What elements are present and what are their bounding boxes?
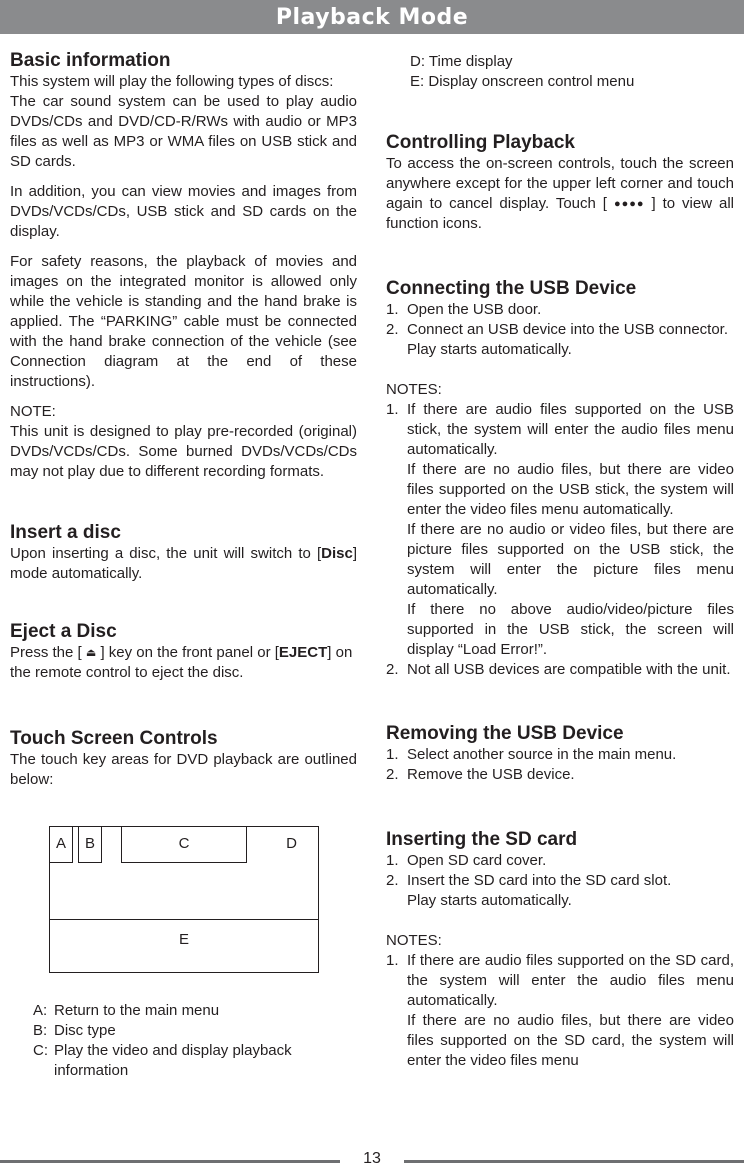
list-item bbox=[386, 871, 734, 911]
sd-notes-list bbox=[386, 951, 734, 1071]
legend-item-e bbox=[410, 72, 734, 92]
step-text: Remove the USB device. bbox=[407, 766, 575, 783]
legend-text: Return to the main menu bbox=[54, 1002, 220, 1019]
insert-text-after: ] mode automatically. bbox=[10, 545, 357, 582]
eject-key-label: EJECT bbox=[278, 644, 328, 661]
note-para: Not all USB devices are compatible with the unit. bbox=[407, 661, 731, 678]
legend-key: A: bbox=[33, 1002, 48, 1019]
zone-b-label: B bbox=[84, 835, 95, 852]
step-number: 2. bbox=[386, 766, 399, 783]
basic-note-label: NOTE: bbox=[10, 403, 56, 420]
step-number: 1. bbox=[386, 852, 399, 869]
legend-key: D: bbox=[410, 53, 425, 70]
zone-d-label: D bbox=[286, 835, 297, 852]
eject-icon: ⏏ bbox=[85, 647, 97, 659]
note-para: If there no above audio/video/picture files supported in the USB stick, the screen will display “Load Error!”. bbox=[407, 601, 734, 658]
footer-rule-left bbox=[0, 1160, 340, 1163]
eject-disc-text bbox=[10, 643, 357, 683]
note-para: If there are no audio or video files, but there are picture files supported on the USB stick, the system will enter the picture files menu automatically. bbox=[407, 521, 734, 598]
list-item bbox=[386, 765, 734, 785]
insert-text-before: Upon inserting a disc, the unit will switch to [ bbox=[10, 545, 322, 562]
legend-text: Display onscreen control menu bbox=[428, 73, 635, 90]
eject-disc-section bbox=[10, 621, 357, 683]
note-para: If there are audio files supported on the USB stick, the system will enter the audio files menu automatically. bbox=[407, 401, 734, 458]
touch-screen-controls-text: The touch key areas for DVD playback are outlined below: bbox=[10, 751, 357, 788]
step-subtext: Play starts automatically. bbox=[407, 341, 572, 358]
legend-key: E: bbox=[410, 73, 425, 90]
basic-p3: In addition, you can view movies and images from DVDs/VCDs/CDs, USB stick and SD cards on the display. bbox=[10, 183, 357, 240]
inserting-sd-heading: Inserting the SD card bbox=[386, 829, 578, 850]
list-item bbox=[386, 320, 734, 360]
basic-p1: This system will play the following types of discs: bbox=[10, 73, 334, 90]
touch-legend bbox=[33, 1001, 357, 1081]
legend-text: Disc type bbox=[54, 1022, 116, 1039]
step-number: 2. bbox=[386, 321, 399, 338]
list-item bbox=[386, 851, 734, 871]
left-column bbox=[10, 50, 357, 1081]
step-subtext: Play starts automatically. bbox=[407, 892, 572, 909]
step-text: Insert the SD card into the SD card slot. bbox=[407, 872, 672, 889]
page-title: Playback Mode bbox=[275, 4, 469, 30]
connecting-usb-section bbox=[386, 278, 734, 680]
zone-a bbox=[50, 827, 73, 863]
controlling-text-before: To access the on-screen controls, touch the screen anywhere except for the upper left corner and touch again to cancel display. Touch [ bbox=[386, 155, 734, 212]
basic-p4: For safety reasons, the playback of movies and images on the integrated monitor is allowed only while the vehicle is standing and the hand brake is applied. The “PARKING” cable must be connected with the hand brake connection of the vehicle (see Connection diagram at the end of these instructions). bbox=[10, 253, 357, 390]
inserting-sd-section bbox=[386, 829, 734, 1071]
insert-disc-heading: Insert a disc bbox=[10, 522, 121, 543]
note-number: 1. bbox=[386, 401, 399, 418]
list-item bbox=[386, 400, 734, 660]
removing-usb-section bbox=[386, 723, 734, 785]
step-number: 2. bbox=[386, 872, 399, 889]
zone-c-label: C bbox=[178, 835, 190, 852]
step-number: 1. bbox=[386, 301, 399, 318]
insert-disc-text bbox=[10, 544, 357, 584]
removing-usb-heading: Removing the USB Device bbox=[386, 723, 624, 744]
controlling-playback-section bbox=[386, 132, 734, 234]
basic-information-heading: Basic information bbox=[10, 50, 171, 71]
zone-e-divider bbox=[50, 919, 318, 920]
controlling-playback-heading: Controlling Playback bbox=[386, 132, 575, 153]
step-text: Connect an USB device into the USB connector. bbox=[407, 321, 729, 338]
connecting-usb-steps bbox=[386, 300, 734, 360]
legend-item-b bbox=[33, 1021, 357, 1041]
legend-item-a bbox=[33, 1001, 357, 1021]
footer-rule-right bbox=[404, 1160, 744, 1163]
list-item bbox=[386, 745, 734, 765]
note-number: 2. bbox=[386, 661, 399, 678]
list-item bbox=[386, 300, 734, 320]
step-text: Select another source in the main menu. bbox=[407, 746, 677, 763]
eject-text-before: Press the [ bbox=[10, 644, 82, 661]
legend-text: Play the video and display playback information bbox=[54, 1042, 292, 1079]
legend-item-d bbox=[410, 52, 734, 72]
controlling-playback-text bbox=[386, 154, 734, 234]
basic-note-text: This unit is designed to play pre-recorded (original) DVDs/VCDs/CDs. Some burned DVDs/VCDs/CDs may not play due to different recording formats. bbox=[10, 423, 357, 480]
more-dots-icon: ●●●● bbox=[613, 198, 645, 210]
eject-disc-heading: Eject a Disc bbox=[10, 621, 117, 642]
legend-text: Time display bbox=[428, 53, 513, 70]
insert-disc-section bbox=[10, 522, 357, 584]
page-number: 13 bbox=[363, 1150, 381, 1167]
zone-e-label: E bbox=[178, 931, 189, 948]
basic-p2: The car sound system can be used to play audio DVDs/CDs and DVD/CD-R/RWs with audio or MP3 files as well as MP3 or WMA files on USB stick and SD cards. bbox=[10, 93, 357, 170]
legend-key: B: bbox=[33, 1022, 48, 1039]
note-para: If there are no audio files, but there are video files supported on the SD card, the system will enter the video files menu bbox=[407, 1012, 734, 1069]
usb-notes-list bbox=[386, 400, 734, 680]
note-para: If there are no audio files, but there are video files supported on the USB stick, the system will enter the video files menu automatically. bbox=[407, 461, 734, 518]
zone-d bbox=[265, 827, 318, 863]
page-banner bbox=[0, 0, 744, 34]
zone-a-label: A bbox=[55, 835, 66, 852]
disc-mode-label: Disc bbox=[321, 545, 353, 562]
basic-information-section bbox=[10, 50, 357, 482]
step-text: Open SD card cover. bbox=[407, 852, 547, 869]
zone-b bbox=[78, 827, 102, 863]
connecting-usb-heading: Connecting the USB Device bbox=[386, 278, 637, 299]
note-para: If there are audio files supported on the SD card, the system will enter the audio files menu automatically. bbox=[407, 952, 734, 1009]
eject-text-after: ] on the remote control to eject the disc. bbox=[10, 644, 353, 681]
step-number: 1. bbox=[386, 746, 399, 763]
removing-usb-steps bbox=[386, 745, 734, 785]
touch-screen-controls-heading: Touch Screen Controls bbox=[10, 728, 218, 749]
touch-area-diagram bbox=[49, 826, 319, 973]
zone-e bbox=[50, 931, 318, 948]
legend-item-c bbox=[33, 1041, 357, 1081]
step-text: Open the USB door. bbox=[407, 301, 542, 318]
list-item bbox=[386, 951, 734, 1071]
legend-key: C: bbox=[33, 1042, 48, 1059]
sd-notes-label: NOTES: bbox=[386, 932, 442, 949]
note-number: 1. bbox=[386, 952, 399, 969]
usb-notes-label: NOTES: bbox=[386, 381, 442, 398]
controlling-text-after: ] to view all function icons. bbox=[386, 195, 735, 232]
eject-text-mid: ] key on the front panel or [ bbox=[100, 644, 279, 661]
right-column bbox=[386, 52, 734, 1071]
touch-screen-controls-section bbox=[10, 728, 357, 1081]
inserting-sd-steps bbox=[386, 851, 734, 911]
zone-c bbox=[121, 827, 247, 863]
list-item bbox=[386, 660, 734, 680]
touch-legend-continued bbox=[410, 52, 734, 92]
